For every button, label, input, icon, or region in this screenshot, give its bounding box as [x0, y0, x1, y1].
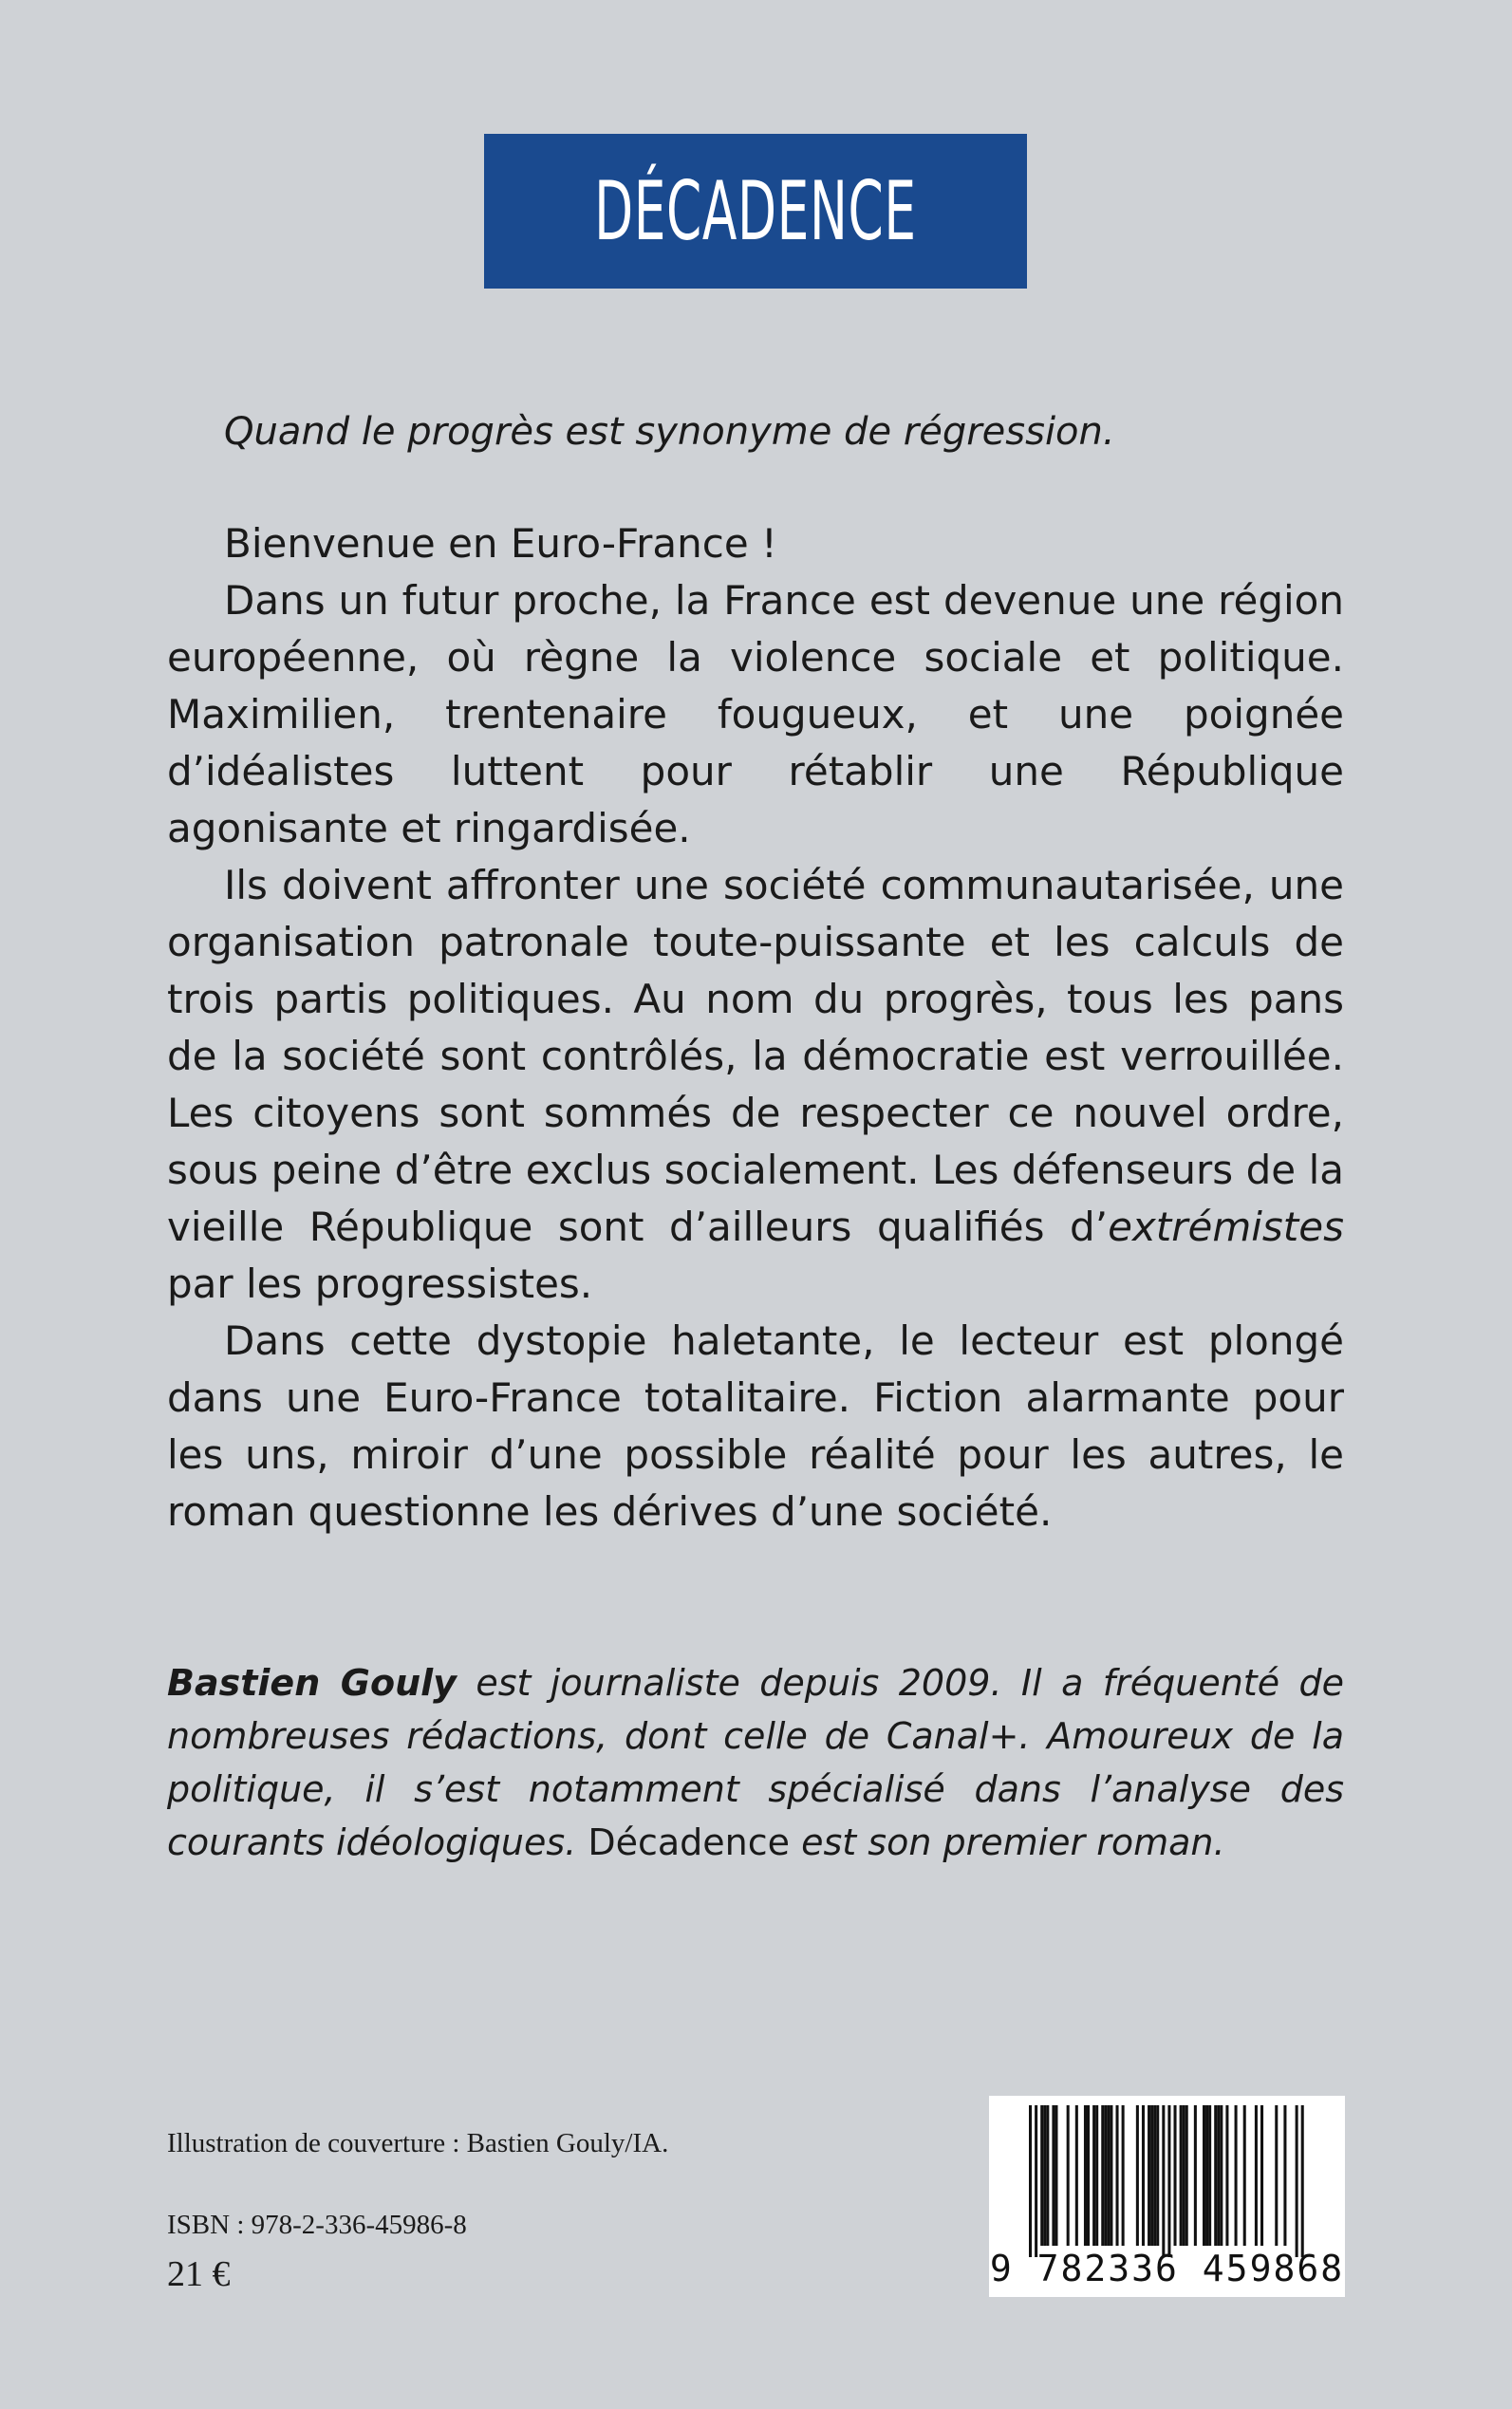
barcode-bar — [1075, 2105, 1078, 2246]
barcode-bar — [1156, 2105, 1159, 2246]
barcode-bar — [1110, 2105, 1112, 2246]
barcode-bar — [1203, 2105, 1205, 2246]
barcode-bar — [1220, 2105, 1223, 2246]
isbn: ISBN : 978-2-336-45986-8 — [167, 2210, 467, 2240]
synopsis-paragraph-2: Dans un futur proche, la France est devenue une région européenne, où règne la violence sociale et politique. Maximilien, trentenaire fougueux, et une poignée d’idéalistes luttent pour rétablir une République agonisante et ringardisée. — [167, 577, 1344, 851]
barcode-bar — [1225, 2105, 1228, 2246]
barcode-bar — [1153, 2105, 1156, 2246]
barcode-bar — [1095, 2105, 1098, 2246]
barcode-bar — [1148, 2105, 1150, 2246]
barcode-bar — [1122, 2105, 1125, 2246]
barcode-bar — [1185, 2105, 1188, 2246]
synopsis-paragraph-3-text: Ils doivent affronter une société communautarisée, une organisation patronale toute-puissante et les calculs de trois partis politiques. Au nom du progrès, tous les pans de la société sont contrôlés, la démocratie est verrouillée. Les citoyens sont sommés de respecter ce nouvel ordre, sous peine d’être exclus socialement. Les défenseurs de la vieille République sont d’ailleurs qualifiés d’ — [167, 862, 1344, 1250]
barcode-bar — [1067, 2105, 1070, 2246]
barcode-bar — [1136, 2105, 1139, 2246]
author-bio-text: est journaliste depuis 2009. Il a fréquenté de nombreuses rédactions, dont celle de Canal+. Amoureux de la politique, il s’est notamment spécialisé dans l’analyse des courants idéologiques. — [167, 1662, 1344, 1863]
barcode-bar — [1150, 2105, 1153, 2246]
synopsis-emphasis: extrémistes — [1108, 1204, 1344, 1250]
barcode-bar — [1235, 2105, 1238, 2246]
author-bio — [167, 1656, 1344, 1869]
barcode-bar — [1255, 2105, 1258, 2246]
barcode-bar — [1035, 2105, 1037, 2257]
barcode-bar — [1142, 2105, 1145, 2246]
barcode-digits: 9 782336 459868 — [989, 2248, 1345, 2289]
barcode-bar — [1040, 2105, 1043, 2246]
barcode-bar — [1296, 2105, 1298, 2257]
book-title: DÉCADENCE — [594, 163, 917, 259]
barcode-bar — [1208, 2105, 1211, 2246]
barcode-bar — [1167, 2105, 1170, 2257]
barcode-bar — [1043, 2105, 1046, 2246]
barcode-bar — [1260, 2105, 1263, 2246]
synopsis-paragraph-3-end: par les progressistes. — [167, 1261, 593, 1307]
book-name: Décadence — [588, 1821, 791, 1863]
barcode-bar — [1275, 2105, 1278, 2246]
barcode-bar — [1283, 2105, 1286, 2246]
barcode-bar — [1174, 2105, 1177, 2246]
credits — [167, 2128, 669, 2294]
barcode-bar — [1214, 2105, 1217, 2246]
barcode-bar — [1055, 2105, 1057, 2246]
barcode-bar — [1243, 2105, 1246, 2246]
synopsis-paragraph-1: Bienvenue en Euro-France ! — [224, 520, 777, 567]
barcode-bar — [1104, 2105, 1107, 2246]
barcode-bar — [1116, 2105, 1119, 2246]
blurb — [167, 403, 1344, 1541]
barcode-bar — [1183, 2105, 1185, 2246]
author-bio-ending: est son premier roman. — [790, 1821, 1225, 1863]
barcode-bar — [1052, 2105, 1055, 2246]
barcode-bar — [1046, 2105, 1049, 2246]
tagline: Quand le progrès est synonyme de régression. — [224, 410, 1115, 454]
barcode-bar — [1162, 2105, 1165, 2257]
barcode-bar — [1029, 2105, 1032, 2257]
author-name: Bastien Gouly — [167, 1662, 457, 1704]
price: 21 € — [167, 2254, 231, 2294]
barcode-bar — [1087, 2105, 1090, 2246]
barcode-bar — [1180, 2105, 1183, 2246]
barcode-bar — [1107, 2105, 1110, 2246]
barcode-bar — [1217, 2105, 1220, 2246]
title-banner — [484, 134, 1027, 289]
illustration-credit: Illustration de couverture : Bastien Gouly/IA. — [167, 2128, 669, 2158]
synopsis-paragraph-4: Dans cette dystopie haletante, le lecteur est plongé dans une Euro-France totalitaire. Fiction alarmante pour les uns, miroir d’une possible réalité pour les autres, le roman questionne les dérives d’une société. — [167, 1317, 1344, 1535]
synopsis-paragraph-3 — [167, 857, 1344, 1313]
synopsis — [167, 515, 1344, 1541]
barcode-bar — [1194, 2105, 1197, 2246]
barcode-bar — [1301, 2105, 1304, 2257]
barcode-bar — [1101, 2105, 1104, 2246]
barcode-bar — [1084, 2105, 1087, 2246]
barcode-bar — [1092, 2105, 1095, 2246]
barcode — [989, 2096, 1345, 2297]
barcode-bar — [1205, 2105, 1208, 2246]
